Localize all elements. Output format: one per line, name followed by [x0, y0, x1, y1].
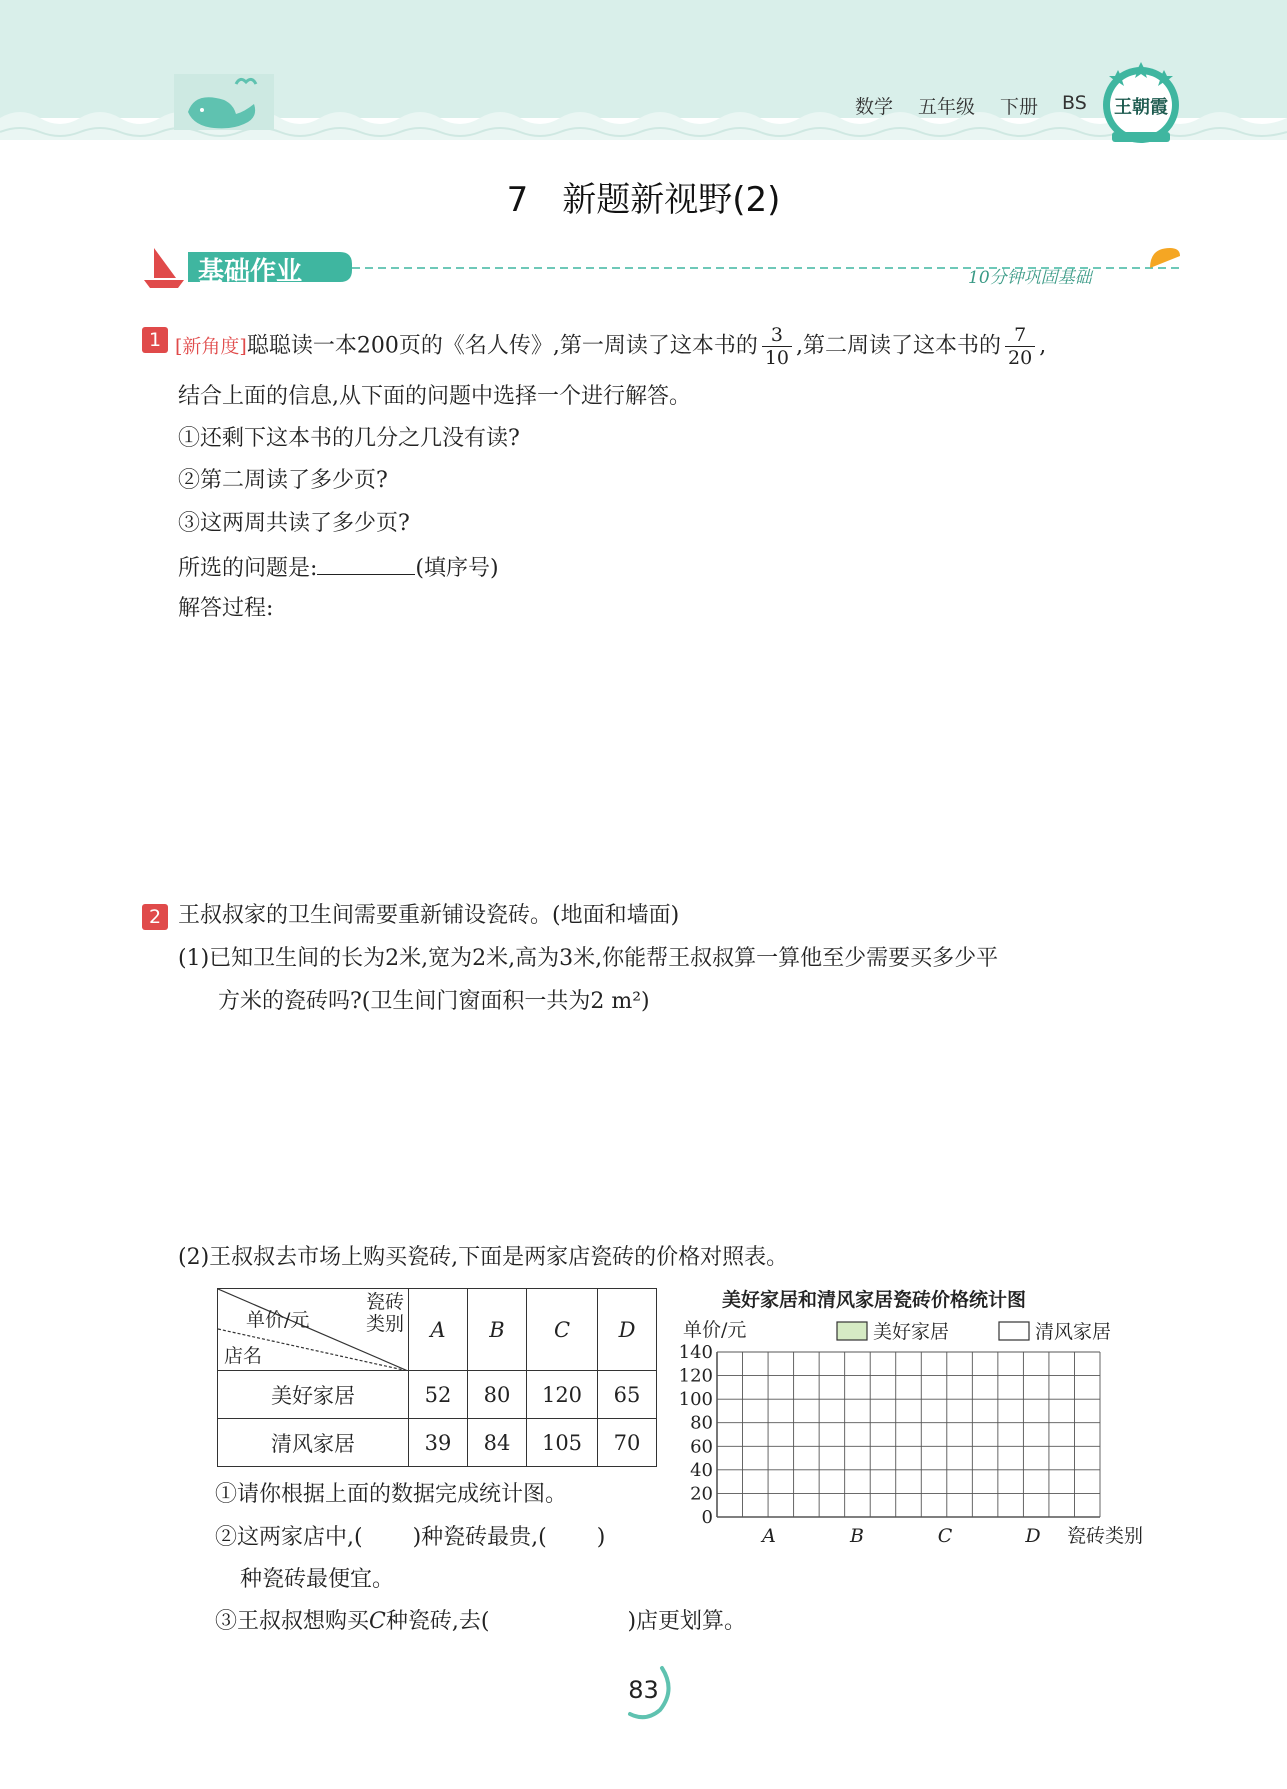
chart-x-tick-label: D — [1025, 1525, 1041, 1547]
grade-label: 五年级 — [918, 96, 976, 118]
table-cell: 39 — [409, 1419, 468, 1467]
chart-y-tick-label: 140 — [678, 1342, 713, 1363]
chart-title: 美好家居和清风家居瓷砖价格统计图 — [722, 1289, 1027, 1311]
q1-option-1: ①还剩下这本书的几分之几没有读? — [178, 426, 520, 451]
q1-choice-label: 所选的问题是: — [178, 556, 318, 581]
q1-choice-blank[interactable] — [317, 552, 415, 575]
corner-top-1: 瓷砖 — [365, 1291, 404, 1313]
q2-part1-line1: (1)已知卫生间的长为2米,宽为2米,高为3米,你能帮王叔叔算一算他至少需要买多少平 — [178, 946, 999, 971]
q1-fraction-1 — [762, 324, 792, 369]
chart-y-tick-label: 0 — [701, 1507, 713, 1528]
table-cell: 52 — [409, 1371, 468, 1419]
corner-top-label — [366, 1291, 404, 1335]
q2-sub2-line2: 种瓷砖最便宜。 — [240, 1567, 395, 1592]
chart-x-axis-label: 瓷砖类别 — [1067, 1525, 1144, 1547]
q2-sub1: ①请你根据上面的数据完成统计图。 — [215, 1482, 568, 1507]
section-subtitle: 10分钟巩固基础 — [968, 268, 1092, 288]
table-col-d: D — [598, 1289, 657, 1371]
table-corner-cell — [218, 1289, 409, 1371]
q1-process-label: 解答过程: — [178, 596, 274, 621]
table-cell: 65 — [598, 1371, 657, 1419]
table-cell: 120 — [527, 1371, 598, 1419]
corner-bottom-label: 店名 — [224, 1345, 263, 1367]
subject-label: 数学 — [855, 96, 894, 118]
table-row-name: 美好家居 — [218, 1371, 409, 1419]
q2-sub3-b: 种瓷砖,去( — [385, 1609, 490, 1634]
q1-choice-note: (填序号) — [415, 556, 499, 581]
q2-part2-text: (2)王叔叔去市场上购买瓷砖,下面是两家店瓷砖的价格对照表。 — [178, 1245, 789, 1270]
page-number: 83 — [628, 1676, 659, 1704]
q1-frac2-den: 20 — [1008, 347, 1033, 369]
table-row — [218, 1371, 657, 1419]
q2-part1-answer-area[interactable] — [178, 1030, 1168, 1230]
brand-logo — [1098, 60, 1184, 146]
q2-sub2-c: ) — [596, 1525, 606, 1550]
logo-text: 王朝霞 — [1114, 97, 1168, 118]
chart-x-tick-label: A — [762, 1525, 776, 1547]
chart-x-tick-label: B — [850, 1525, 864, 1547]
q1-frac1-den: 10 — [764, 347, 790, 369]
price-table — [217, 1288, 657, 1467]
volume-label: 下册 — [1000, 96, 1039, 118]
q2-sub2-b: )种瓷砖最贵,( — [412, 1525, 547, 1550]
table-cell: 80 — [468, 1371, 527, 1419]
chart-y-tick-label: 60 — [690, 1436, 713, 1458]
q2-sub2-line1 — [215, 1523, 605, 1553]
q1-line2: 结合上面的信息,从下面的问题中选择一个进行解答。 — [178, 384, 691, 409]
table-col-a: A — [409, 1289, 468, 1371]
q1-text-b: ,第二周读了这本书的 — [796, 333, 1002, 359]
chart-x-tick-label: C — [937, 1525, 953, 1547]
q2-sub3 — [215, 1607, 746, 1637]
corner-mid-label: 单价/元 — [246, 1309, 310, 1331]
q2-sub2-a: ②这两家店中,( — [215, 1525, 363, 1550]
page-title: 7 新题新视野(2) — [506, 180, 781, 220]
chart-y-tick-label: 100 — [678, 1389, 713, 1411]
table-col-b: B — [468, 1289, 527, 1371]
chart-y-tick-label: 20 — [690, 1483, 713, 1505]
table-row — [218, 1419, 657, 1467]
chart-legend-swatch — [837, 1322, 867, 1340]
q1-option-2: ②第二周读了多少页? — [178, 468, 388, 493]
chart-y-tick-label: 80 — [690, 1412, 713, 1434]
chart-y-tick-label: 120 — [678, 1365, 713, 1387]
corner-top-2: 类别 — [365, 1313, 404, 1335]
chart-y-axis-label: 单价/元 — [683, 1319, 747, 1341]
table-cell: 105 — [527, 1419, 598, 1467]
q1-line1 — [175, 324, 1046, 369]
section-label: 基础作业 — [198, 257, 303, 287]
q1-number: 1 — [142, 327, 168, 353]
chart-legend-swatch — [999, 1322, 1029, 1340]
q1-choice-line — [178, 552, 499, 584]
q1-text-c: , — [1039, 333, 1047, 359]
chart-y-tick-label: 40 — [690, 1459, 713, 1481]
table-cell: 84 — [468, 1419, 527, 1467]
q1-frac1-num: 3 — [762, 324, 792, 347]
whale-icon — [174, 74, 274, 130]
bar-chart[interactable] — [675, 1310, 1170, 1550]
chart-legend-label: 美好家居 — [873, 1321, 950, 1343]
q2-part1-line2: 方米的瓷砖吗?(卫生间门窗面积一共为2 m²) — [218, 989, 650, 1014]
q2-number: 2 — [142, 904, 168, 930]
table-cell: 70 — [598, 1419, 657, 1467]
q1-frac2-num: 7 — [1005, 324, 1035, 347]
q2-sub3-d: )店更划算。 — [627, 1609, 747, 1634]
q2-sub3-c: C — [369, 1609, 386, 1634]
edition-label: BS — [1062, 92, 1087, 114]
table-row-name: 清风家居 — [218, 1419, 409, 1467]
q1-option-3: ③这两周共读了多少页? — [178, 511, 410, 536]
q2-text: 王叔叔家的卫生间需要重新铺设瓷砖。(地面和墙面) — [178, 903, 680, 928]
q1-tag: [新角度] — [175, 335, 247, 358]
q2-sub3-a: ③王叔叔想购买 — [215, 1609, 370, 1634]
q1-text-a: 聪聪读一本200页的《名人传》,第一周读了这本书的 — [246, 333, 758, 359]
chart-legend-label: 清风家居 — [1035, 1321, 1112, 1343]
q1-answer-area[interactable] — [178, 630, 1168, 880]
table-col-c: C — [527, 1289, 598, 1371]
q1-fraction-2 — [1005, 324, 1035, 369]
